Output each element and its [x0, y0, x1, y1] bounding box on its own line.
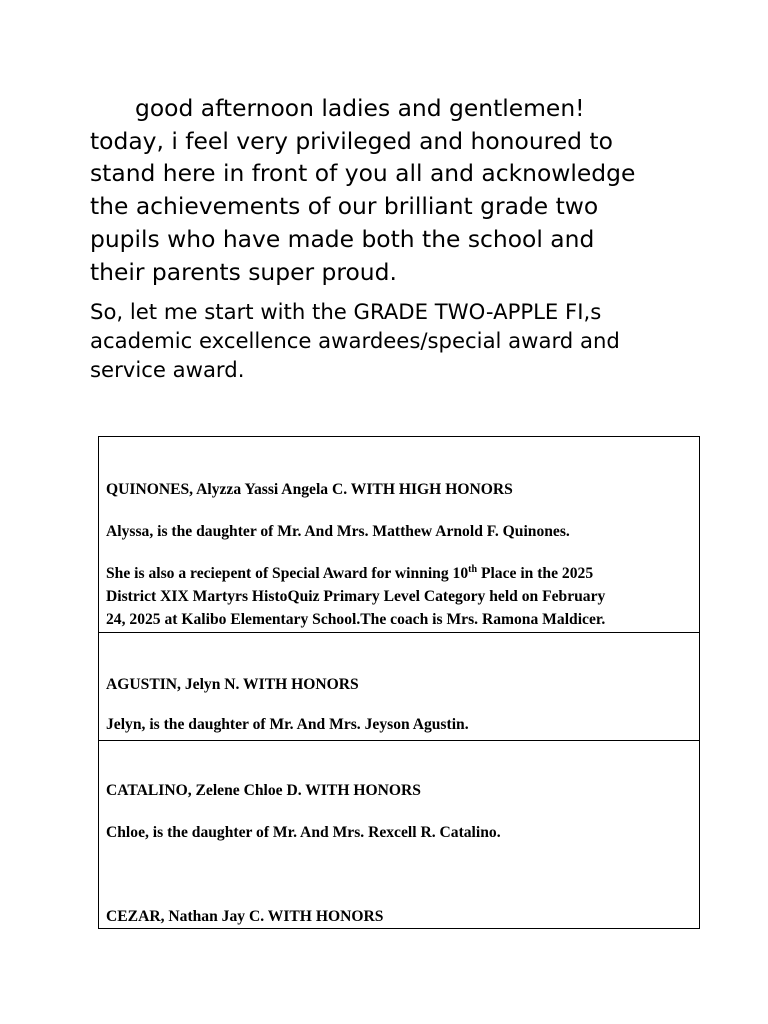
speech-lead-paragraph	[90, 297, 690, 385]
lead-line: service award.	[90, 357, 245, 383]
intro-line: pupils who have made both the school and	[90, 224, 595, 253]
lead-line: So, let me start with the GRADE TWO-APPLE FI,s	[90, 299, 602, 324]
awardee-parents: Chloe, is the daughter of Mr. And Mrs. Rexcell R. Catalino.	[106, 824, 501, 841]
special-award-text: She is also a reciepent of Special Award for winning 10	[106, 565, 469, 582]
awardee-heading: QUINONES, Alyzza Yassi Angela C. WITH HIGH HONORS	[106, 481, 513, 498]
lead-line: academic excellence awardees/special award and	[90, 328, 620, 354]
intro-line: today, i feel very privileged and honoured to	[90, 126, 613, 155]
speech-intro-paragraph	[90, 92, 690, 288]
awardee-cell-quinones	[99, 437, 699, 633]
awardee-parents: Jelyn, is the daughter of Mr. And Mrs. Jeyson Agustin.	[106, 716, 469, 733]
awardees-table	[98, 436, 700, 929]
awardee-heading: AGUSTIN, Jelyn N. WITH HONORS	[106, 676, 359, 693]
intro-line: stand here in front of you all and acknowledge	[90, 159, 636, 188]
intro-line: the achievements of our brilliant grade two	[90, 192, 599, 221]
special-award-text: Place in the 2025	[477, 565, 594, 582]
special-award-line: District XIX Martyrs HistoQuiz Primary Level Category held on February	[106, 588, 606, 605]
intro-line: good afternoon ladies and gentlemen!	[135, 94, 585, 122]
awardee-parents: Alyssa, is the daughter of Mr. And Mrs. Matthew Arnold F. Quinones.	[106, 523, 570, 540]
awardee-cell-agustin	[99, 633, 699, 741]
special-award-line	[106, 562, 593, 585]
intro-line: their parents super proud.	[90, 257, 397, 286]
special-award-line: 24, 2025 at Kalibo Elementary School.The coach is Mrs. Ramona Maldicer.	[106, 611, 606, 628]
ordinal-suffix: th	[468, 564, 478, 575]
awardee-heading: CEZAR, Nathan Jay C. WITH HONORS	[106, 908, 384, 925]
awardee-heading: CATALINO, Zelene Chloe D. WITH HONORS	[106, 782, 421, 799]
awardee-cell-catalino-cezar	[99, 741, 699, 928]
